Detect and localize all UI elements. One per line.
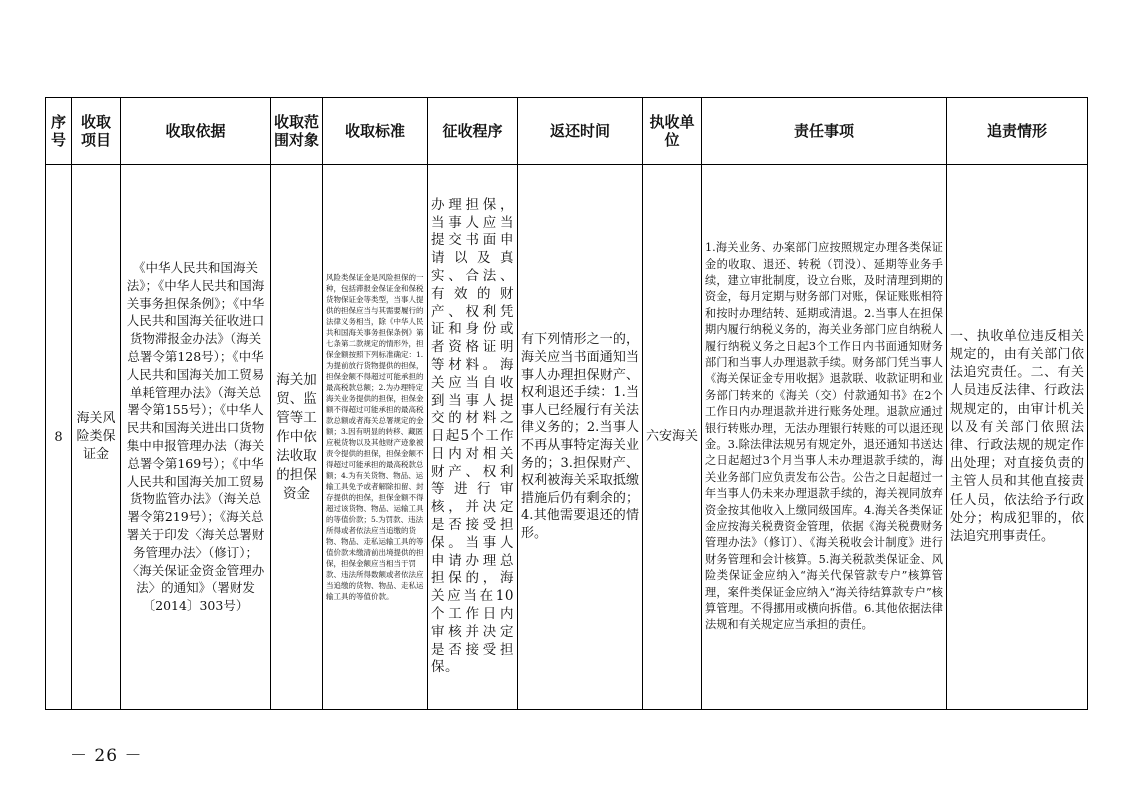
cell-responsibility: 1.海关业务、办案部门应按照规定办理各类保证金的收取、退还、转税（罚没）、延期等业务手续，建立审批制度，设立台账，及时清理到期的资金，每月定期与财务部门对账，保证账账相符和按时办理结转、延期或清退。2.当事人在担保期内履行纳税义务的，海关业务部门应自纳税人履行纳税义务之日起3个工作日内书面通知财务部门和当事人办理退款手续。财务部门凭当事人《海关保证金专用收据》退款联、收款证明和业务部门转来的《海关（交）付款通知书》在2个工作日内办理退款并进行账务处理。退款应通过银行转账办理，无法办理银行转账的可以退还现金。3.除法律法规另有规定外，退还通知书送达之日起超过3个月当事人未办理退款手续的，海关业务部门应负责发布公告。公告之日起超过一年当事人仍未来办理退款手续的，海关视同放弃资金按其他收入上缴同级国库。4.海关各类保证金应按海关税费资金管理，依据《海关税费财务管理办法》（修订）、《海关税收会计制度》进行财务管理和会计核算。5.海关税款类保证金、风险类保证金应纳入“海关代保管款专户”核算管理，案件类保证金应纳入“海关待结算款专户”核算管理。不得挪用或横向拆借。6.其他依据法律法规和有关规定应当承担的责任。 [702,165,947,710]
cell-unit: 六安海关 [643,165,702,710]
cell-return-time: 有下列情形之一的，海关应当书面通知当事人办理担保财产、权利退还手续：1.当事人已经履行有关法律义务的；2.当事人不再从事特定海关业务的；3.担保财产、权利被海关采取抵缴措施后仍有剩余的；4.其他需要退还的情形。 [518,165,643,710]
cell-basis: 《中华人民共和国海关法》；《中华人民共和国海关事务担保条例》；《中华人民共和国海关征收进口货物滞报金办法》（海关总署令第128号）；《中华人民共和国海关加工贸易单耗管理办法》（海关总署令第155号）；《中华人民共和国海关进出口货物集中申报管理办法（海关总署令第169号）；《中华人民共和国海关加工贸易货物监管办法》（海关总署令第219号）；《海关总署关于印发〈海关总署财务管理办法〉（修订）；〈海关保证金资金管理办法〉的通知》（署财发〔2014〕303号） [121,165,271,710]
header-return-time: 返还时间 [518,98,643,165]
header-seq: 序号 [46,98,72,165]
page-number: － 26 － [70,746,143,766]
header-standard: 收取标准 [323,98,428,165]
cell-seq: 8 [46,165,72,710]
header-scope: 收取范围对象 [271,98,323,165]
header-item: 收取项目 [72,98,121,165]
header-procedure: 征收程序 [428,98,518,165]
fee-table [45,97,1088,710]
cell-standard: 风险类保证金是风险担保的一种，包括滞报金保证金和保税货物保证金等类型，当事人提供的担保应当与其需要履行的法律义务相当，除《中华人民共和国海关事务担保条例》第七条第二款规定的情形外，担保金额按照下列标准确定：1.为提前放行货物提供的担保，担保金额不得超过可能承担的最高税款总额；2.为办理特定海关业务提供的担保，担保金额不得超过可能承担的最高税款总额或者海关总署规定的金额；3.因有明显的转移、藏匿应税货物以及其他财产迹象被责令提供的担保，担保金额不得超过可能承担的最高税款总额；4.为有关货物、物品、运输工具免予或者解除扣留、封存提供的担保，担保金额不得超过该货物、物品、运输工具的等值价款；5.为罚款、违法所得或者依法应当追缴的货物、物品、走私运输工具的等值价款未缴清前出境提供的担保，担保金额应当相当于罚款、违法所得数额或者依法应当追缴的货物、物品、走私运输工具的等值价款。 [323,165,428,710]
table-row [46,165,1088,710]
header-unit: 执收单位 [643,98,702,165]
cell-item: 海关风险类保证金 [72,165,121,710]
header-accountability: 追责情形 [947,98,1088,165]
cell-procedure: 办理担保，当事人应当提交书面申请以及真实、合法、有效的财产、权利凭证和身份或者资格证明等材料。海关应当自收到当事人提交的材料之日起5个工作日内对相关财产、权利等进行审核，并决定是否接受担保。当事人申请办理总担保的，海关应当在10个工作日内审核并决定是否接受担保。 [428,165,518,710]
header-responsibility: 责任事项 [702,98,947,165]
cell-accountability: 一、执收单位违反相关规定的，由有关部门依法追究责任。二、有关人员违反法律、行政法规规定的，由审计机关以及有关部门依照法律、行政法规的规定作出处理；对直接负责的主管人员和其他直接责任人员，依法给予行政处分；构成犯罪的，依法追究刑事责任。 [947,165,1088,710]
cell-scope: 海关加贸、监管等工作中依法收取的担保资金 [271,165,323,710]
table-header-row [46,98,1088,165]
header-basis: 收取依据 [121,98,271,165]
